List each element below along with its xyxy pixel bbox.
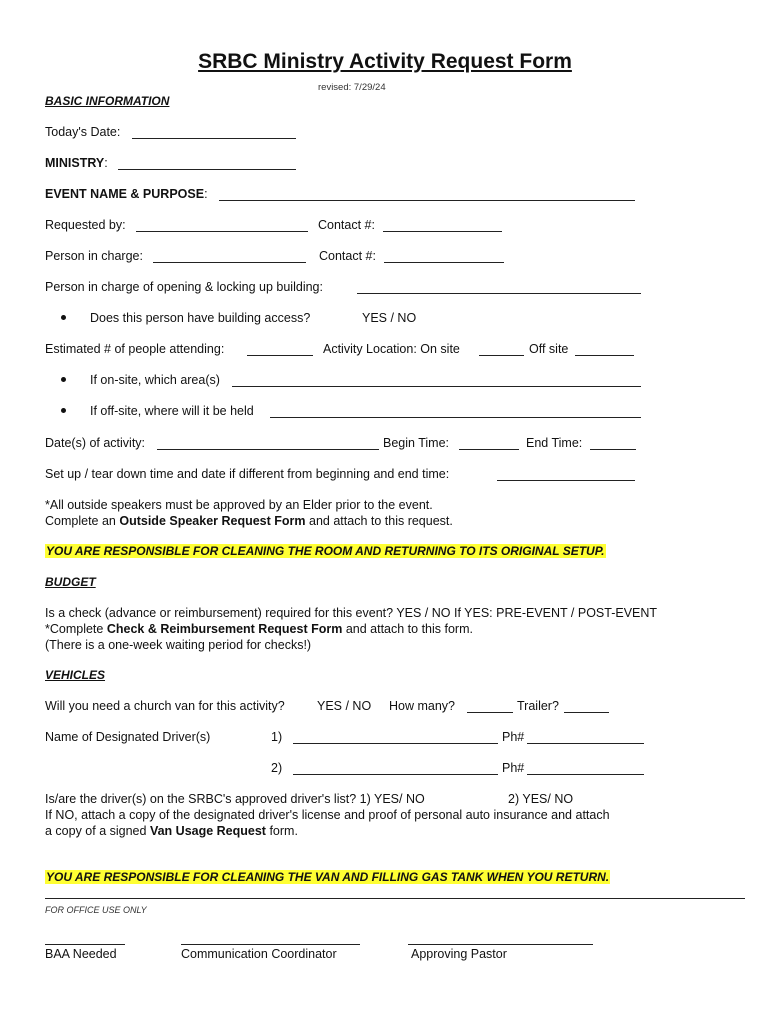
pastor-signature-field[interactable] — [408, 944, 593, 945]
opening-person-field[interactable] — [357, 293, 641, 294]
office-divider — [45, 898, 745, 899]
offsite-location-field[interactable] — [270, 417, 641, 418]
basic-info-heading: BASIC INFORMATION — [45, 94, 170, 108]
check-question: Is a check (advance or reimbursement) required for this event? YES / NO If YES: PRE-EVENT / POST-EVENT — [45, 606, 658, 620]
setup-time-label: Set up / tear down time and date if different from beginning and end time: — [45, 467, 450, 481]
baa-signature-field[interactable] — [45, 944, 125, 945]
requested-by-label: Requested by: — [45, 218, 126, 232]
est-people-label: Estimated # of people attending: — [45, 342, 225, 356]
driver-2-name-field[interactable] — [293, 774, 498, 775]
person-in-charge-field[interactable] — [153, 262, 306, 263]
todays-date-label: Today's Date: — [45, 125, 121, 139]
on-site-field[interactable] — [479, 355, 524, 356]
approved-driver-2: 2) YES/ NO — [508, 792, 574, 806]
person-in-charge-label: Person in charge: — [45, 249, 143, 263]
end-time-label: End Time: — [526, 436, 583, 450]
activity-location-label: Activity Location: On site — [323, 342, 460, 356]
driver-1-phone-label: Ph# — [502, 730, 525, 744]
offsite-location-label: If off-site, where will it be held — [90, 404, 254, 418]
end-time-field[interactable] — [590, 449, 636, 450]
begin-time-field[interactable] — [459, 449, 519, 450]
office-use-label: FOR OFFICE USE ONLY — [45, 905, 147, 915]
speaker-form-instruction: Complete an Outside Speaker Request Form and attach to this request. — [45, 514, 453, 528]
revised-date: revised: 7/29/24 — [318, 82, 386, 93]
comm-coordinator-label: Communication Coordinator — [181, 947, 337, 961]
setup-time-field[interactable] — [497, 480, 635, 481]
drivers-label: Name of Designated Driver(s) — [45, 730, 211, 744]
check-form-instruction: *Complete Check & Reimbursement Request Form and attach to this form. — [45, 622, 473, 636]
event-name-label: EVENT NAME & PURPOSE: — [45, 187, 208, 201]
building-access-question: Does this person have building access? — [90, 311, 311, 325]
off-site-label: Off site — [529, 342, 569, 356]
bullet-icon — [61, 408, 66, 413]
trailer-label: Trailer? — [517, 699, 559, 713]
onsite-area-label: If on-site, which area(s) — [90, 373, 220, 387]
speaker-form-name: Outside Speaker Request Form — [119, 514, 306, 528]
activity-dates-label: Date(s) of activity: — [45, 436, 146, 450]
event-name-field[interactable] — [219, 200, 635, 201]
comm-coordinator-signature-field[interactable] — [181, 944, 360, 945]
driver-2-number: 2) — [271, 761, 283, 775]
baa-needed-label: BAA Needed — [45, 947, 117, 961]
todays-date-field[interactable] — [132, 138, 296, 139]
opening-person-label: Person in charge of opening & locking up building: — [45, 280, 323, 294]
approving-pastor-label: Approving Pastor — [411, 947, 507, 961]
approved-driver-question: Is/are the driver(s) on the SRBC's approved driver's list? 1) YES/ NO — [45, 792, 425, 806]
building-access-yes-no[interactable]: YES / NO — [362, 311, 417, 325]
onsite-area-field[interactable] — [232, 386, 641, 387]
speakers-note: *All outside speakers must be approved by an Elder prior to the event. — [45, 498, 433, 512]
est-people-field[interactable] — [247, 355, 313, 356]
vehicles-heading: VEHICLES — [45, 668, 106, 682]
activity-dates-field[interactable] — [157, 449, 379, 450]
ministry-label: MINISTRY: — [45, 156, 108, 170]
if-no-instruction: If NO, attach a copy of the designated driver's license and proof of personal auto insurance and attach — [45, 808, 610, 822]
budget-heading: BUDGET — [45, 575, 96, 589]
contact-1-field[interactable] — [383, 231, 502, 232]
driver-1-name-field[interactable] — [293, 743, 498, 744]
bullet-icon — [61, 377, 66, 382]
driver-1-number: 1) — [271, 730, 283, 744]
van-form-name: Van Usage Request — [149, 824, 266, 838]
driver-2-phone-label: Ph# — [502, 761, 525, 775]
begin-time-label: Begin Time: — [383, 436, 450, 450]
requested-by-field[interactable] — [136, 231, 308, 232]
how-many-label: How many? — [389, 699, 455, 713]
driver-2-phone-field[interactable] — [527, 774, 644, 775]
van-responsibility-notice: YOU ARE RESPONSIBLE FOR CLEANING THE VAN AND FILLING GAS TANK WHEN YOU RETURN. — [46, 870, 610, 884]
van-form-instruction: a copy of a signed Van Usage Request form. — [45, 824, 298, 838]
room-responsibility-notice: YOU ARE RESPONSIBLE FOR CLEANING THE ROOM AND RETURNING TO ITS ORIGINAL SETUP. — [46, 544, 605, 558]
check-form-name: Check & Reimbursement Request Form — [106, 622, 343, 636]
van-yes-no[interactable]: YES / NO — [317, 699, 372, 713]
driver-1-phone-field[interactable] — [527, 743, 644, 744]
trailer-field[interactable] — [564, 712, 609, 713]
contact-2-field[interactable] — [384, 262, 504, 263]
contact-1-label: Contact #: — [318, 218, 375, 232]
van-question: Will you need a church van for this activity? — [45, 699, 285, 713]
bullet-icon — [61, 315, 66, 320]
how-many-field[interactable] — [467, 712, 513, 713]
ministry-field[interactable] — [118, 169, 296, 170]
check-waiting-note: (There is a one-week waiting period for checks!) — [45, 638, 312, 652]
form-title: SRBC Ministry Activity Request Form — [198, 50, 572, 73]
contact-2-label: Contact #: — [319, 249, 376, 263]
off-site-field[interactable] — [575, 355, 634, 356]
